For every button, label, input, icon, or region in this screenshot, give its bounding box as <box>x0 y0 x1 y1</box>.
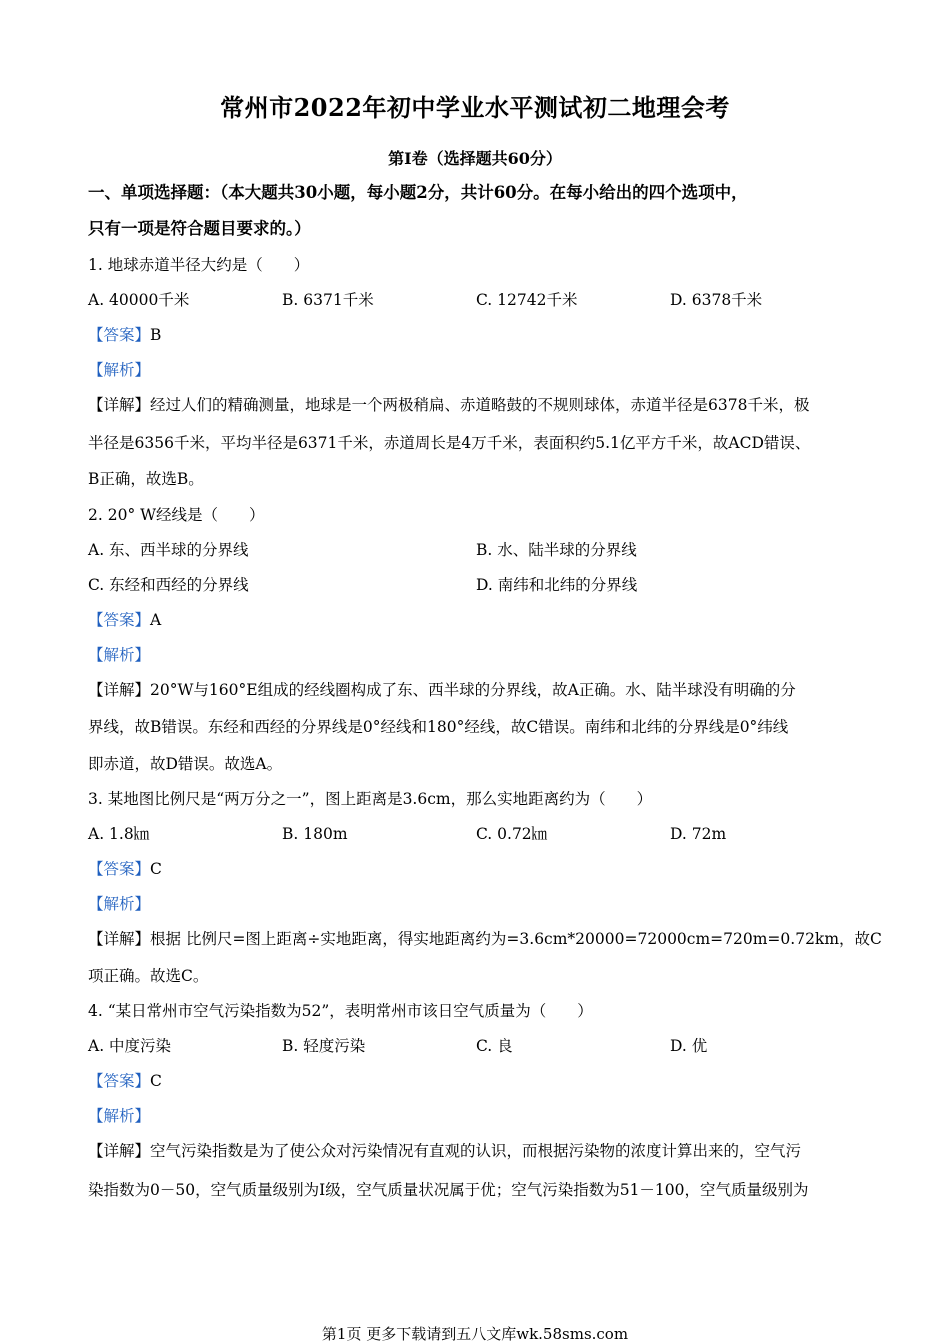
question-3-option-d: D. 72m <box>670 825 727 843</box>
page-title: 常州市2022年初中学业水平测试初二地理会考 <box>220 93 730 122</box>
question-4-option-d: D. 优 <box>670 1037 708 1055</box>
detail-text: 空气污染指数是为了使公众对污染情况有直观的认识，而根据污染物的浓度计算出来的，空气污 <box>150 1142 802 1160</box>
question-3-stem: 3. 某地图比例尺是“两万分之一”，图上距离是3.6cm，那么实地距离约为（ ） <box>88 790 653 808</box>
answer-value: C <box>150 860 162 878</box>
page-footer: 第1页 更多下载请到五八文库wk.58sms.com <box>321 1325 629 1343</box>
answer-value: A <box>150 611 162 629</box>
section-heading-line-2: 只有一项是符合题目要求的。） <box>88 219 311 238</box>
question-3-detail-line-2: 项正确。故选C。 <box>88 967 209 985</box>
question-1-answer <box>88 325 868 345</box>
question-2-stem: 2. 20° W经线是（ ） <box>88 506 265 524</box>
question-3-option-a: A. 1.8㎞ <box>88 825 150 843</box>
question-4-answer <box>88 1071 868 1091</box>
question-2-analysis <box>88 645 868 665</box>
question-1-detail-line-3: B正确，故选B。 <box>88 470 204 488</box>
analysis-label: 【解析】 <box>88 895 151 913</box>
question-2-option-c: C. 东经和西经的分界线 <box>88 576 249 594</box>
question-1-option-a: A. 40000千米 <box>88 291 190 309</box>
question-1-option-c: C. 12742千米 <box>476 291 578 309</box>
answer-value: C <box>150 1072 162 1090</box>
question-4-option-a: A. 中度污染 <box>88 1037 172 1055</box>
question-4-option-b: B. 轻度污染 <box>282 1037 366 1055</box>
section-heading-line-1: 一、单项选择题：（本大题共30小题，每小题2分，共计60分。在每小给出的四个选项中， <box>88 183 748 202</box>
analysis-label: 【解析】 <box>88 646 151 664</box>
question-4-option-c: C. 良 <box>476 1037 513 1055</box>
analysis-label: 【解析】 <box>88 1107 151 1125</box>
detail-label: 【详解】 <box>88 930 151 948</box>
question-1-detail-line-2: 半径是6356千米，平均半径是6371千米，赤道周长是4万千米，表面积约5.1亿平方千米，故ACD错误、 <box>88 434 811 452</box>
detail-text: 根据 比例尺=图上距离÷实地距离，得实地距离约为=3.6cm*20000=72000cm=720m=0.72km，故C <box>150 930 882 948</box>
analysis-label: 【解析】 <box>88 361 151 379</box>
question-3-detail-line-1 <box>88 929 882 949</box>
question-3-option-c: C. 0.72㎞ <box>476 825 548 843</box>
answer-label: 【答案】 <box>88 326 151 344</box>
answer-label: 【答案】 <box>88 1072 151 1090</box>
question-2-option-d: D. 南纬和北纬的分界线 <box>476 576 638 594</box>
question-3-answer <box>88 859 868 879</box>
question-1-analysis <box>88 360 868 380</box>
question-1-detail-line-1 <box>88 395 868 415</box>
question-1-option-d: D. 6378千米 <box>670 291 763 309</box>
question-2-answer <box>88 610 868 630</box>
answer-value: B <box>150 326 162 344</box>
question-2-detail-line-2: 界线，故B错误。东经和西经的分界线是0°经线和180°经线，故C错误。南纬和北纬的分界线是0°纬线 <box>88 718 789 736</box>
detail-label: 【详解】 <box>88 396 151 414</box>
question-2-option-a: A. 东、西半球的分界线 <box>88 541 249 559</box>
question-3-option-b: B. 180m <box>282 825 348 843</box>
question-2-option-b: B. 水、陆半球的分界线 <box>476 541 637 559</box>
question-2-detail-line-1 <box>88 680 868 700</box>
question-2-detail-line-3: 即赤道，故D错误。故选A。 <box>88 755 283 773</box>
section-subtitle: 第Ⅰ卷（选择题共60分） <box>388 149 562 168</box>
question-4-detail-line-2: 染指数为0－50，空气质量级别为Ⅰ级，空气质量状况属于优；空气污染指数为51－100，空气质量级别为 <box>88 1181 809 1199</box>
detail-text: 20°W与160°E组成的经线圈构成了东、西半球的分界线，故A正确。水、陆半球没有明确的分 <box>150 681 796 699</box>
detail-label: 【详解】 <box>88 681 151 699</box>
question-4-analysis <box>88 1106 868 1126</box>
question-3-analysis <box>88 894 868 914</box>
detail-text: 经过人们的精确测量，地球是一个两极稍扁、赤道略鼓的不规则球体，赤道半径是6378千米，极 <box>150 396 810 414</box>
question-4-detail-line-1 <box>88 1141 868 1161</box>
answer-label: 【答案】 <box>88 611 151 629</box>
question-1-stem: 1. 地球赤道半径大约是（ ） <box>88 256 310 274</box>
question-1-option-b: B. 6371千米 <box>282 291 374 309</box>
answer-label: 【答案】 <box>88 860 151 878</box>
detail-label: 【详解】 <box>88 1142 151 1160</box>
question-4-stem: 4. “某日常州市空气污染指数为52”，表明常州市该日空气质量为（ ） <box>88 1002 593 1020</box>
